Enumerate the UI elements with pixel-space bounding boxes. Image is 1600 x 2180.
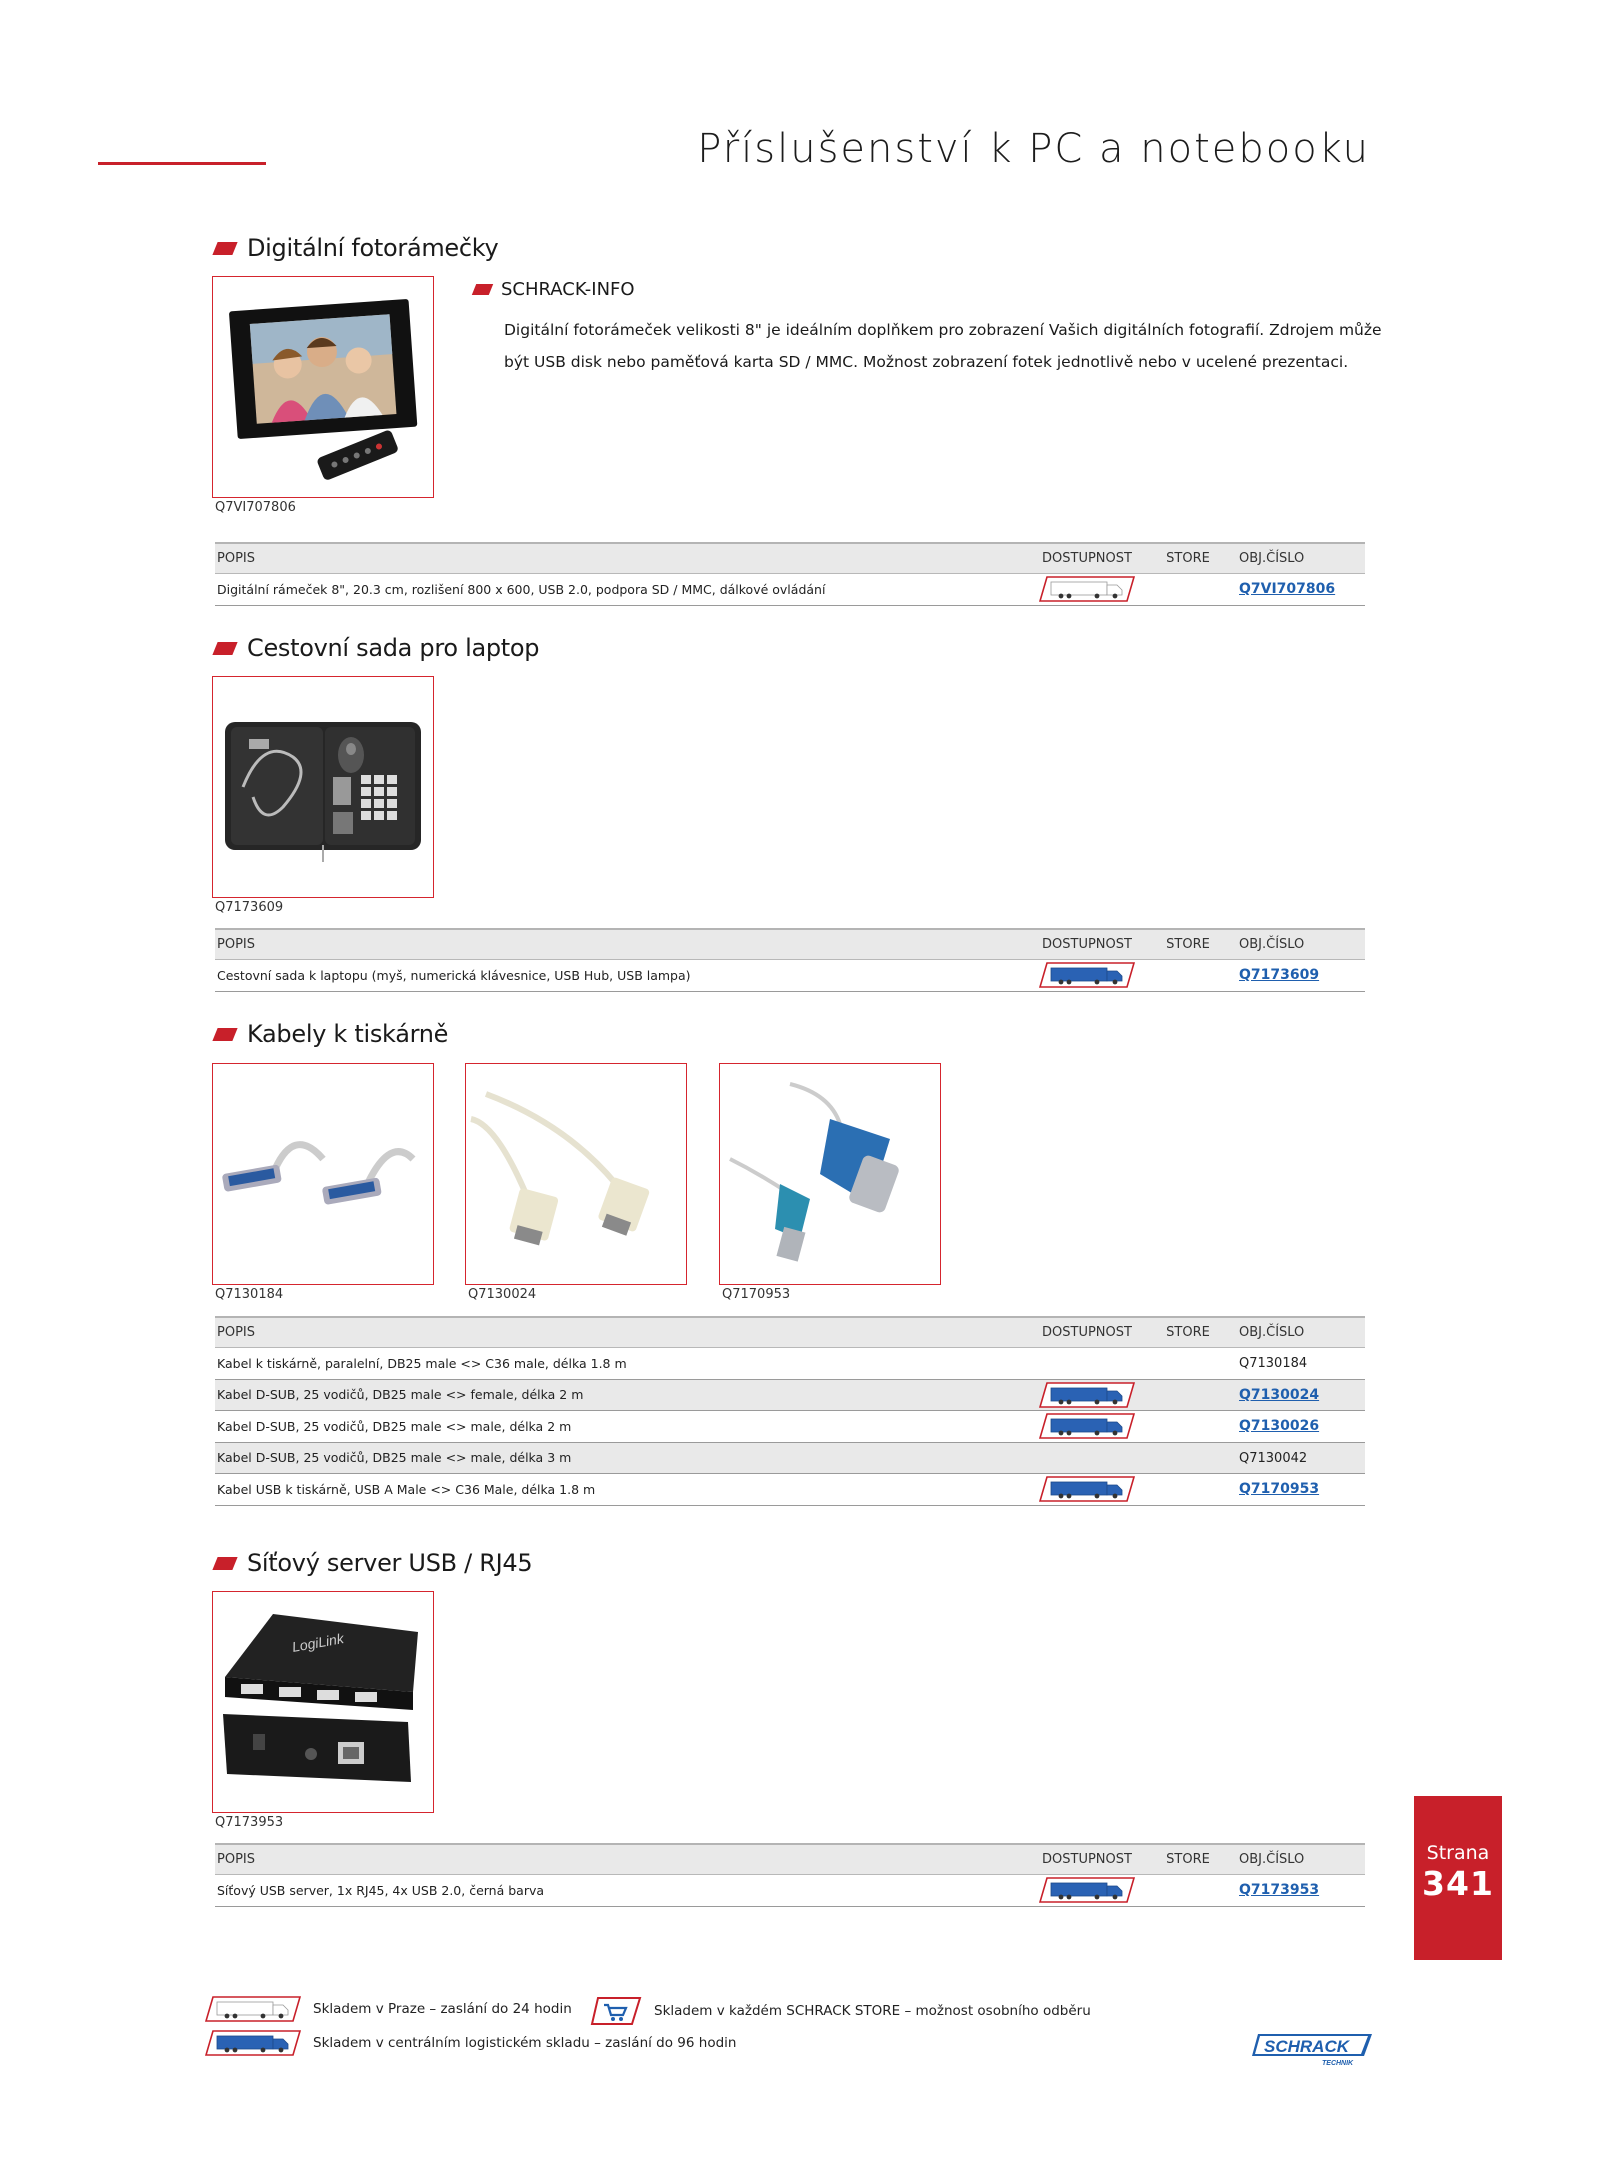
row-description: Síťový USB server, 1x RJ45, 4x USB 2.0, černá barva xyxy=(217,1882,545,1898)
section-title-printer-cables xyxy=(215,1020,448,1048)
row-description: Kabel D-SUB, 25 vodičů, DB25 male <> male, délka 3 m xyxy=(217,1450,572,1466)
page-title: Příslušenství k PC a notebooku xyxy=(697,126,1370,172)
header-obj-cislo: OBJ.ČÍSLO xyxy=(1239,551,1305,566)
bullet-icon xyxy=(212,642,237,655)
header-popis: POPIS xyxy=(217,1852,255,1867)
product-table-travel-kit xyxy=(215,928,1365,992)
header-dostupnost: DOSTUPNOST xyxy=(1042,1325,1132,1340)
order-number: Q7130042 xyxy=(1239,1450,1308,1466)
product-image-photo-frame xyxy=(212,276,434,498)
blue-truck-icon xyxy=(205,2030,301,2056)
blue-truck-icon xyxy=(1039,1877,1135,1903)
header-obj-cislo: OBJ.ČÍSLO xyxy=(1239,1852,1305,1867)
header-store: STORE xyxy=(1166,937,1210,952)
order-number-link[interactable]: Q7170953 xyxy=(1239,1481,1320,1498)
image-caption-sku: Q7173953 xyxy=(215,1815,284,1830)
legend-store-text: Skladem v každém SCHRACK STORE – možnost osobního odběru xyxy=(654,2003,1091,2019)
white-truck-icon xyxy=(1039,576,1135,602)
blue-truck-icon xyxy=(1039,962,1135,988)
availability-cell xyxy=(1037,1476,1137,1502)
image-caption-sku: Q7130184 xyxy=(215,1287,284,1302)
header-dostupnost: DOSTUPNOST xyxy=(1042,937,1132,952)
table-row xyxy=(215,1443,1365,1475)
svg-text:TECHNIK: TECHNIK xyxy=(1322,2060,1354,2066)
dsub-cable-illustration xyxy=(466,1064,686,1284)
header-obj-cislo: OBJ.ČÍSLO xyxy=(1239,937,1305,952)
bullet-icon xyxy=(212,1557,237,1570)
page-label: Strana xyxy=(1426,1842,1490,1864)
row-description: Kabel D-SUB, 25 vodičů, DB25 male <> female, délka 2 m xyxy=(217,1387,584,1403)
header-rule xyxy=(98,162,266,165)
section-title-text: Kabely k tiskárně xyxy=(247,1020,449,1048)
header-popis: POPIS xyxy=(217,551,255,566)
row-description: Digitální rámeček 8", 20.3 cm, rozlišení 800 x 600, USB 2.0, podpora SD / MMC, dálkové ovládání xyxy=(217,581,826,597)
info-heading-text: SCHRACK-INFO xyxy=(501,279,635,300)
section-title-text: Digitální fotorámečky xyxy=(247,234,499,262)
availability-cell xyxy=(1037,1382,1137,1408)
schrack-logo xyxy=(1250,2032,1374,2070)
order-number-link[interactable]: Q7173953 xyxy=(1239,1882,1320,1899)
header-obj-cislo: OBJ.ČÍSLO xyxy=(1239,1325,1305,1340)
row-description: Kabel D-SUB, 25 vodičů, DB25 male <> male, délka 2 m xyxy=(217,1418,572,1434)
product-table-network-server xyxy=(215,1843,1365,1907)
blue-truck-icon xyxy=(1039,1413,1135,1439)
bullet-icon xyxy=(212,242,237,255)
section-title-travel-kit xyxy=(215,634,539,662)
parallel-cable-illustration xyxy=(213,1064,433,1284)
order-number-link[interactable]: Q7173609 xyxy=(1239,967,1320,984)
table-row xyxy=(215,960,1365,992)
product-table-printer-cables xyxy=(215,1316,1365,1506)
table-row xyxy=(215,1474,1365,1506)
travel-kit-illustration xyxy=(213,677,433,897)
availability-cell xyxy=(1037,1877,1137,1903)
table-header xyxy=(215,1845,1365,1875)
white-truck-icon xyxy=(205,1996,301,2022)
header-popis: POPIS xyxy=(217,937,255,952)
order-number-link[interactable]: Q7130024 xyxy=(1239,1386,1320,1403)
legend-central xyxy=(205,2030,736,2056)
header-popis: POPIS xyxy=(217,1325,255,1340)
table-row xyxy=(215,1411,1365,1443)
image-caption-sku: Q7VI707806 xyxy=(215,500,296,515)
row-description: Cestovní sada k laptopu (myš, numerická klávesnice, USB Hub, USB lampa) xyxy=(217,967,691,983)
section-title-text: Cestovní sada pro laptop xyxy=(247,634,540,662)
image-caption-sku: Q7173609 xyxy=(215,900,284,915)
order-number-link[interactable]: Q7130026 xyxy=(1239,1418,1320,1435)
page-number-box xyxy=(1414,1796,1502,1960)
availability-cell xyxy=(1037,576,1137,602)
order-number: Q7130184 xyxy=(1239,1356,1308,1372)
image-caption-sku: Q7130024 xyxy=(468,1287,537,1302)
header-store: STORE xyxy=(1166,1325,1210,1340)
order-number-link[interactable]: Q7VI707806 xyxy=(1239,581,1336,598)
product-image-dsub-cable xyxy=(465,1063,687,1285)
photo-frame-illustration xyxy=(213,277,433,497)
info-description: Digitální fotorámeček velikosti 8" je ideálním doplňkem pro zobrazení Vašich digitálních fotografií. Zdrojem může být USB disk nebo paměťová karta SD / MMC. Možnost zobrazení fotek jednotlivě nebo v ucelené prezentaci. xyxy=(504,321,1382,371)
schrack-info-heading xyxy=(474,279,635,300)
table-header xyxy=(215,930,1365,960)
usb-cable-illustration xyxy=(720,1064,940,1284)
cart-icon xyxy=(590,1996,642,2026)
row-description: Kabel k tiskárně, paralelní, DB25 male <> C36 male, délka 1.8 m xyxy=(217,1355,627,1371)
header-store: STORE xyxy=(1166,1852,1210,1867)
network-server-illustration xyxy=(213,1592,433,1812)
table-row xyxy=(215,1380,1365,1412)
header-dostupnost: DOSTUPNOST xyxy=(1042,1852,1132,1867)
section-title-network-server xyxy=(215,1549,532,1577)
bullet-icon xyxy=(472,284,493,295)
product-table-photo-frames xyxy=(215,542,1365,606)
row-description: Kabel USB k tiskárně, USB A Male <> C36 Male, délka 1.8 m xyxy=(217,1481,596,1497)
blue-truck-icon xyxy=(1039,1382,1135,1408)
header-dostupnost: DOSTUPNOST xyxy=(1042,551,1132,566)
bullet-icon xyxy=(212,1028,237,1041)
product-image-usb-printer-cable xyxy=(719,1063,941,1285)
table-row xyxy=(215,1875,1365,1907)
svg-text:LogiLink: LogiLink xyxy=(290,1630,345,1655)
availability-cell xyxy=(1037,962,1137,988)
page-number: 341 xyxy=(1422,1864,1494,1903)
blue-truck-icon xyxy=(1039,1476,1135,1502)
svg-text:SCHRACK: SCHRACK xyxy=(1264,2037,1349,2056)
product-image-travel-kit xyxy=(212,676,434,898)
legend-store xyxy=(590,1996,1091,2026)
section-title-text: Síťový server USB / RJ45 xyxy=(247,1549,533,1577)
table-row xyxy=(215,1348,1365,1380)
header-store: STORE xyxy=(1166,551,1210,566)
table-header xyxy=(215,1318,1365,1348)
legend-prague xyxy=(205,1996,572,2022)
table-header xyxy=(215,544,1365,574)
section-title-photo-frames xyxy=(215,234,498,262)
availability-cell xyxy=(1037,1413,1137,1439)
legend-prague-text: Skladem v Praze – zaslání do 24 hodin xyxy=(313,2001,572,2017)
product-image-network-server xyxy=(212,1591,434,1813)
image-caption-sku: Q7170953 xyxy=(722,1287,791,1302)
product-image-parallel-cable xyxy=(212,1063,434,1285)
legend-central-text: Skladem v centrálním logistickém skladu – zaslání do 96 hodin xyxy=(313,2035,737,2051)
table-row xyxy=(215,574,1365,606)
